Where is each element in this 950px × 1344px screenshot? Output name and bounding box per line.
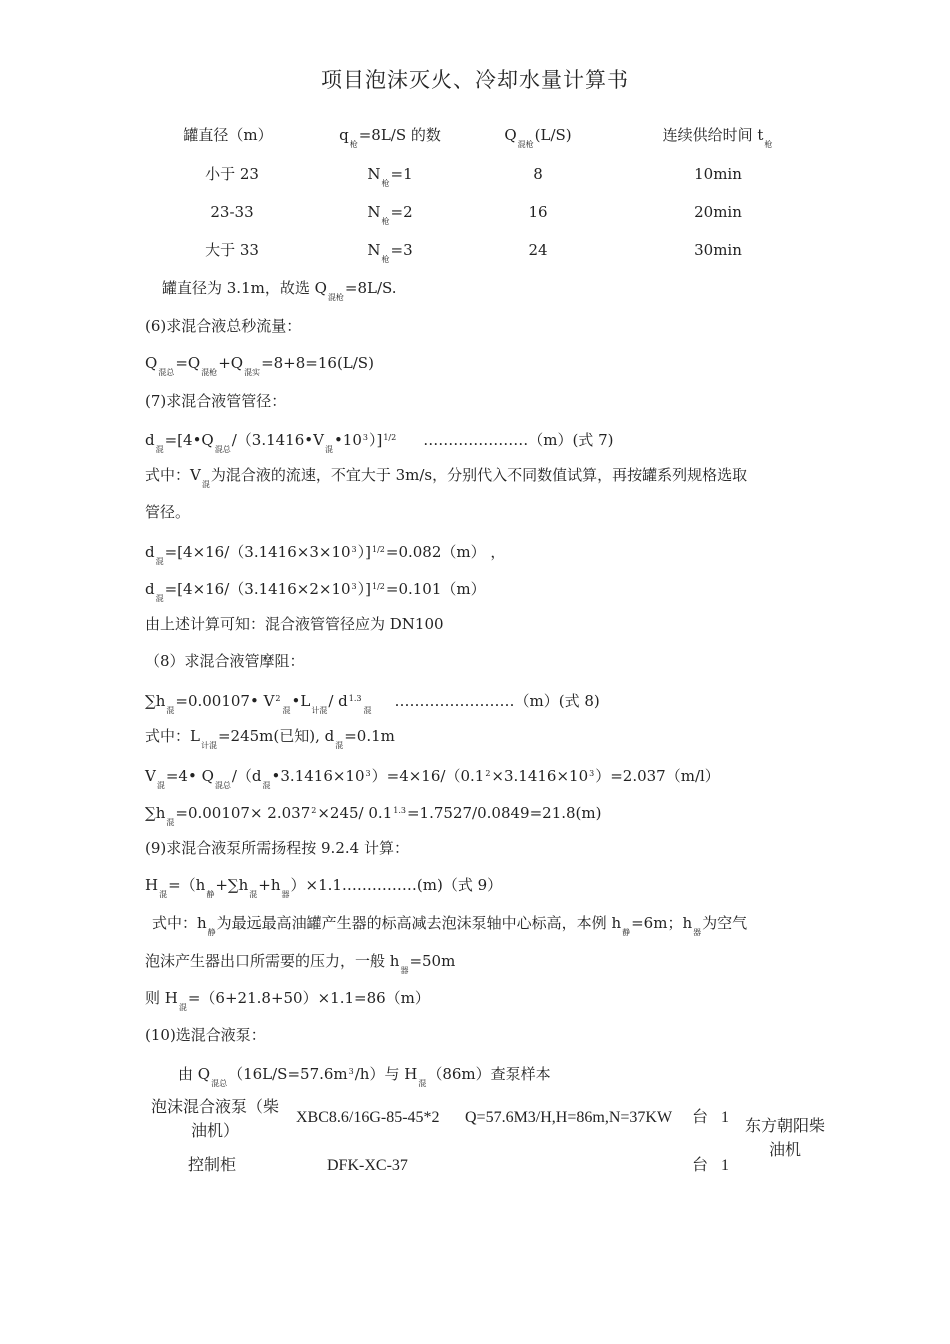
formula-line: $d_混=[4•Q_{混总}/(3.1416•V_混•10^3)]^{1/2}$ …………………（m）(式 7) [145, 431, 614, 454]
equipment-spec: Q=57.6M3/H,H=86m,N=37KW [465, 1109, 673, 1126]
table-cell: 23-33 [210, 203, 254, 221]
table-cell: 16 [528, 203, 548, 221]
table-cell: 30min [694, 241, 742, 259]
table-cell: 24 [528, 241, 548, 259]
text-line: 由上述计算可知：混合液管管径应为 DN100 [145, 615, 444, 633]
text-line: 式中：$L_{计混}=245m$(已知), $d_混=0.1m$ [145, 727, 395, 750]
header-flow: $Q_{混枪}(L/S)$ [504, 126, 572, 149]
table-cell: $N_枪=3$ [367, 241, 413, 264]
text-line: 泡沫产生器出口所需要的压力，一般 $h_器=50m$ [145, 952, 456, 975]
section-heading: (9)求混合液泵所需扬程按 9.2.4 计算： [145, 839, 409, 857]
formula-line: $\sum h_混=0.00107\times 2.037^2\times 245/$ $0.1^{1.3}=1.7527/0.0849=21.8(m)$ [145, 804, 602, 827]
equipment-unit: 台 [692, 1109, 709, 1126]
text-line: 式中：$h_静$为最远最高油罐产生器的标高减去泡沫泵轴中心标高，本例 $h_静=6m$；$h_器$为空气 [152, 914, 748, 937]
header-gun-count: $q_枪=8L/S$ 的数 [339, 126, 441, 149]
equipment-name: 泡沫混合液泵（柴 油机） [150, 1099, 279, 1140]
section-heading: （8）求混合液管摩阻： [145, 652, 305, 670]
header-diameter: 罐直径（m） [183, 126, 273, 144]
equipment-unit: 台 [692, 1157, 709, 1174]
formula-line: 则 $H_混=(6+21.8+50)\times 1.1=86(m)$ [145, 989, 430, 1012]
formula-line: $Q_{混总}=Q_{混枪}+Q_{混实}=8+8=16(L/S)$ [145, 354, 374, 377]
equipment-model: DFK-XC-37 [327, 1157, 408, 1174]
equipment-qty: 1 [721, 1157, 729, 1174]
table-cell: 大于 33 [205, 241, 259, 259]
formula-line: $V_混=4•$ $Q_{混总}/(d_混•3.1416\times 10^3)=4\times 16/(0.1^2\times 3.1416\times 10^3)=2.037(m/l)$ [145, 767, 720, 790]
section-heading: (6)求混合液总秒流量： [145, 317, 302, 335]
text-line: 管径。 [145, 503, 191, 521]
table-cell: 20min [694, 203, 742, 221]
equipment-qty: 1 [721, 1109, 729, 1126]
section-heading: (10)选混合液泵： [145, 1026, 266, 1044]
table-cell: 10min [694, 165, 742, 183]
text-line: 由 $Q_{混总}(16L/S=57.6m^3/h)$与 $H_混(86m)$查泵样本 [178, 1065, 551, 1088]
formula-line: $\sum h_混=0.00107•$ $V^2_混•L_{计混}/$ $d^{1.3}_混\dots\dots\dots\dots\dots\dots\dots\dots(m)$(式 8) [145, 692, 600, 715]
text-line: 式中：$V_混$为混合液的流速，不宜大于 3m/s，分别代入不同数值试算，再按罐系列规格选取 [145, 466, 748, 489]
formula-line: $d_混=[4\times 16/(3.1416\times 3\times 10^3)]^{1/2}=0.082(m)$ ， [145, 543, 506, 566]
table-cell: 8 [533, 165, 543, 183]
document-title: 项目泡沫灭火、冷却水量计算书 [321, 68, 629, 92]
formula-line: $d_混=[4\times 16/(3.1416\times 2\times 10^3)]^{1/2}=0.101(m)$ [145, 580, 486, 603]
equipment-name: 控制柜 [188, 1157, 237, 1174]
table-cell: 小于 23 [205, 165, 259, 183]
table-cell: $N_枪=1$ [367, 165, 413, 188]
equipment-model: XBC8.6/16G-85-45*2 [296, 1109, 440, 1126]
formula-line: $H_混=(h_静+\sum h_混+h_器)\times 1.1\dots\dots\dots\dots\dots(m)$（式 9） [145, 876, 503, 899]
header-supply-time: 连续供给时间 $t_枪$ [662, 126, 773, 149]
equipment-maker: 东方朝阳柴 油机 [744, 1118, 825, 1159]
table-cell: $N_枪=2$ [367, 203, 413, 226]
section-heading: (7)求混合液管管径： [145, 392, 287, 410]
text-line: 罐直径为 3.1m，故选 $Q_{混枪}=8L/S$. [162, 279, 397, 302]
